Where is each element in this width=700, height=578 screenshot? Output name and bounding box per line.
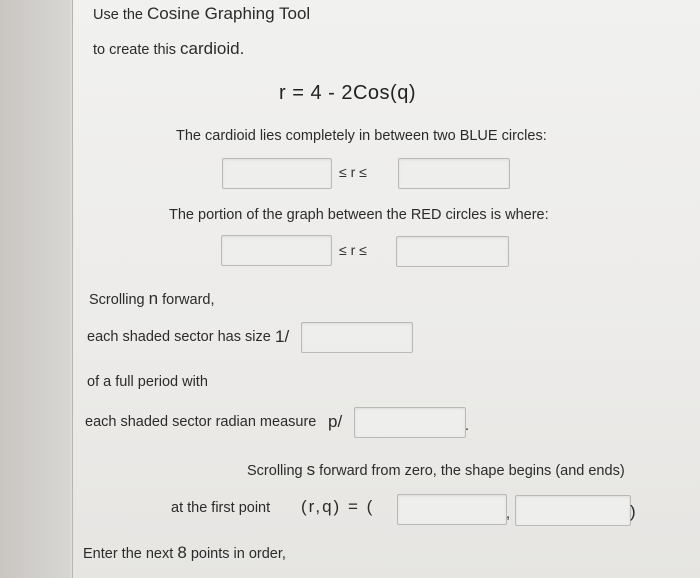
- red-inequality: ≤ r ≤: [339, 242, 367, 258]
- red-circles-question: The portion of the graph between the RED circles is where:: [169, 207, 549, 223]
- radian-period: .: [465, 418, 470, 434]
- variable-n: n: [148, 289, 159, 308]
- next-points-line: [83, 543, 286, 563]
- radian-measure-label: each shaded sector radian measure: [85, 414, 317, 430]
- intro-line-1: [93, 4, 310, 24]
- first-point-label: at the first point: [171, 500, 271, 516]
- next-points-count: 8: [177, 543, 187, 562]
- scrolling-s-prefix: Scrolling: [247, 463, 303, 479]
- intro-prefix-2: to create this: [93, 42, 177, 58]
- tool-name: Cosine Graphing Tool: [147, 4, 311, 23]
- full-period-text: of a full period with: [87, 374, 208, 390]
- radian-measure-input[interactable]: [354, 407, 466, 438]
- sector-size-label: each shaded sector has size: [87, 329, 271, 345]
- sector-size-fraction: 1/: [275, 327, 290, 346]
- next-points-suffix: points in order,: [190, 546, 286, 562]
- radian-fraction: p/: [328, 412, 343, 431]
- scrolling-s-line: [247, 460, 625, 480]
- next-points-prefix: Enter the next: [83, 546, 174, 562]
- scrolling-s-suffix: forward from zero, the shape begins (and ends): [319, 463, 625, 479]
- variable-s: s: [306, 460, 316, 479]
- intro-prefix: Use the: [93, 7, 143, 23]
- blue-circles-question: The cardioid lies completely in between two BLUE circles:: [176, 128, 547, 144]
- red-upper-input[interactable]: [396, 236, 509, 267]
- red-lower-input[interactable]: [221, 235, 332, 266]
- scrolling-n-suffix: forward,: [162, 292, 215, 308]
- blue-inequality: ≤ r ≤: [339, 164, 367, 180]
- scrolling-n-line: [89, 289, 215, 309]
- first-point-expr: (r,q) = (: [301, 497, 375, 516]
- blue-lower-input[interactable]: [222, 158, 332, 189]
- scrolling-n-prefix: Scrolling: [89, 292, 145, 308]
- first-point-r-input[interactable]: [397, 494, 507, 525]
- sector-size-input[interactable]: [301, 322, 413, 353]
- worksheet-panel: [72, 0, 700, 578]
- blue-upper-input[interactable]: [398, 158, 510, 189]
- cardioid-formula: r = 4 - 2Cos(q): [279, 82, 416, 104]
- intro-line-2: [93, 39, 244, 59]
- cardioid-word: cardioid.: [180, 39, 245, 58]
- first-point-close: ): [630, 502, 636, 521]
- first-point-comma: ,: [506, 506, 511, 522]
- first-point-q-input[interactable]: [515, 495, 631, 526]
